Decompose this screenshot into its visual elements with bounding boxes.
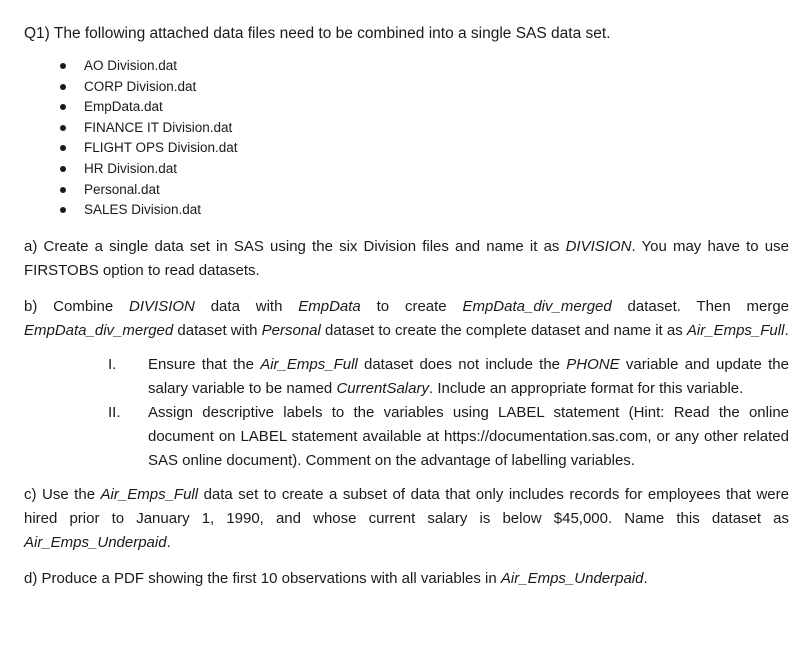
file-list: [24, 56, 789, 221]
italic-term: Air_Emps_Full: [100, 485, 199, 503]
file-name: Personal.dat: [84, 181, 160, 197]
text-run: d) Produce a PDF showing the first 10 observations with all variables in: [24, 569, 501, 587]
text-run: dataset to create the complete dataset and name it as: [320, 321, 687, 339]
text-run: a) Create a single data set in SAS using the six Division files and name it as: [24, 237, 566, 255]
bullet-icon: [60, 166, 66, 172]
part-b-paragraph: [24, 295, 789, 343]
text-run: Ensure that the: [148, 355, 261, 373]
italic-term: CurrentSalary: [336, 379, 429, 397]
text-run: . You may have to use FIRSTOBS option to read datasets.: [24, 237, 789, 279]
text-run: . Include an appropriate format for this variable.: [428, 379, 744, 397]
part-d-paragraph: [24, 567, 789, 591]
list-item: [60, 200, 789, 221]
italic-term: Air_Emps_Full: [686, 321, 785, 339]
text-run: data set to create a subset of data that only includes records for employees that were hired prior to January 1, 1990, and whose current salary is below $45,000. Name this dataset as: [24, 485, 789, 527]
file-name: FINANCE IT Division.dat: [84, 119, 233, 135]
bullet-icon: [60, 84, 66, 90]
text-run: b) Combine: [24, 297, 130, 315]
file-name: CORP Division.dat: [84, 78, 197, 94]
file-name: AO Division.dat: [84, 58, 178, 73]
list-item: [60, 118, 789, 139]
italic-term: Air_Emps_Underpaid: [24, 533, 167, 551]
bullet-icon: [60, 104, 66, 110]
italic-term: PHONE: [566, 355, 620, 373]
sub-item-number: II.: [108, 403, 121, 421]
sub-item-number: I.: [108, 355, 117, 373]
text-run: dataset does not include the: [357, 355, 567, 373]
sub-item-ii: [24, 401, 789, 473]
italic-term: Air_Emps_Underpaid: [500, 569, 644, 587]
question-title: Q1) The following attached data files need to be combined into a single SAS data set.: [24, 25, 611, 42]
italic-term: EmpData: [298, 297, 361, 315]
list-item: [60, 56, 789, 77]
text-run: dataset. Then merge: [611, 297, 790, 315]
bullet-icon: [60, 125, 66, 131]
bullet-icon: [60, 187, 66, 193]
italic-term: DIVISION: [129, 297, 195, 315]
sub-item-text: Assign descriptive labels to the variables using LABEL statement (Hint: Read the online document on LABEL statement available at https://documentation.sas.com, or any other related SAS online document). Comment on the advantage of labelling variables.: [148, 403, 789, 469]
list-item: [60, 77, 789, 98]
sub-item-text: [148, 353, 789, 401]
italic-term: Air_Emps_Full: [260, 355, 358, 373]
italic-term: EmpData_div_merged: [462, 297, 612, 315]
text-run: .: [643, 569, 648, 587]
text-run: .: [166, 533, 171, 551]
list-item: [60, 180, 789, 201]
sub-item-i: [24, 353, 789, 401]
italic-term: EmpData_div_merged: [24, 321, 174, 339]
list-item: [60, 138, 789, 159]
bullet-icon: [60, 207, 66, 213]
file-name: EmpData.dat: [84, 99, 163, 115]
list-item: [60, 159, 789, 180]
text-run: c) Use the: [24, 485, 101, 503]
text-run: to create: [360, 297, 463, 315]
bullet-icon: [60, 145, 66, 151]
text-run: dataset with: [173, 321, 262, 339]
italic-term: DIVISION: [565, 237, 632, 255]
text-run: data with: [194, 297, 299, 315]
part-b-sub-list: [24, 353, 789, 473]
file-name: HR Division.dat: [84, 160, 178, 176]
file-name: SALES Division.dat: [84, 202, 202, 218]
text-run: variable and update the salary variable to be named: [148, 355, 789, 397]
bullet-icon: [60, 63, 66, 69]
file-name: FLIGHT OPS Division.dat: [84, 140, 238, 156]
italic-term: Personal: [261, 321, 321, 339]
part-c-paragraph: [24, 483, 789, 555]
part-a-paragraph: [24, 235, 789, 283]
text-run: .: [784, 321, 789, 339]
list-item: [60, 97, 789, 118]
